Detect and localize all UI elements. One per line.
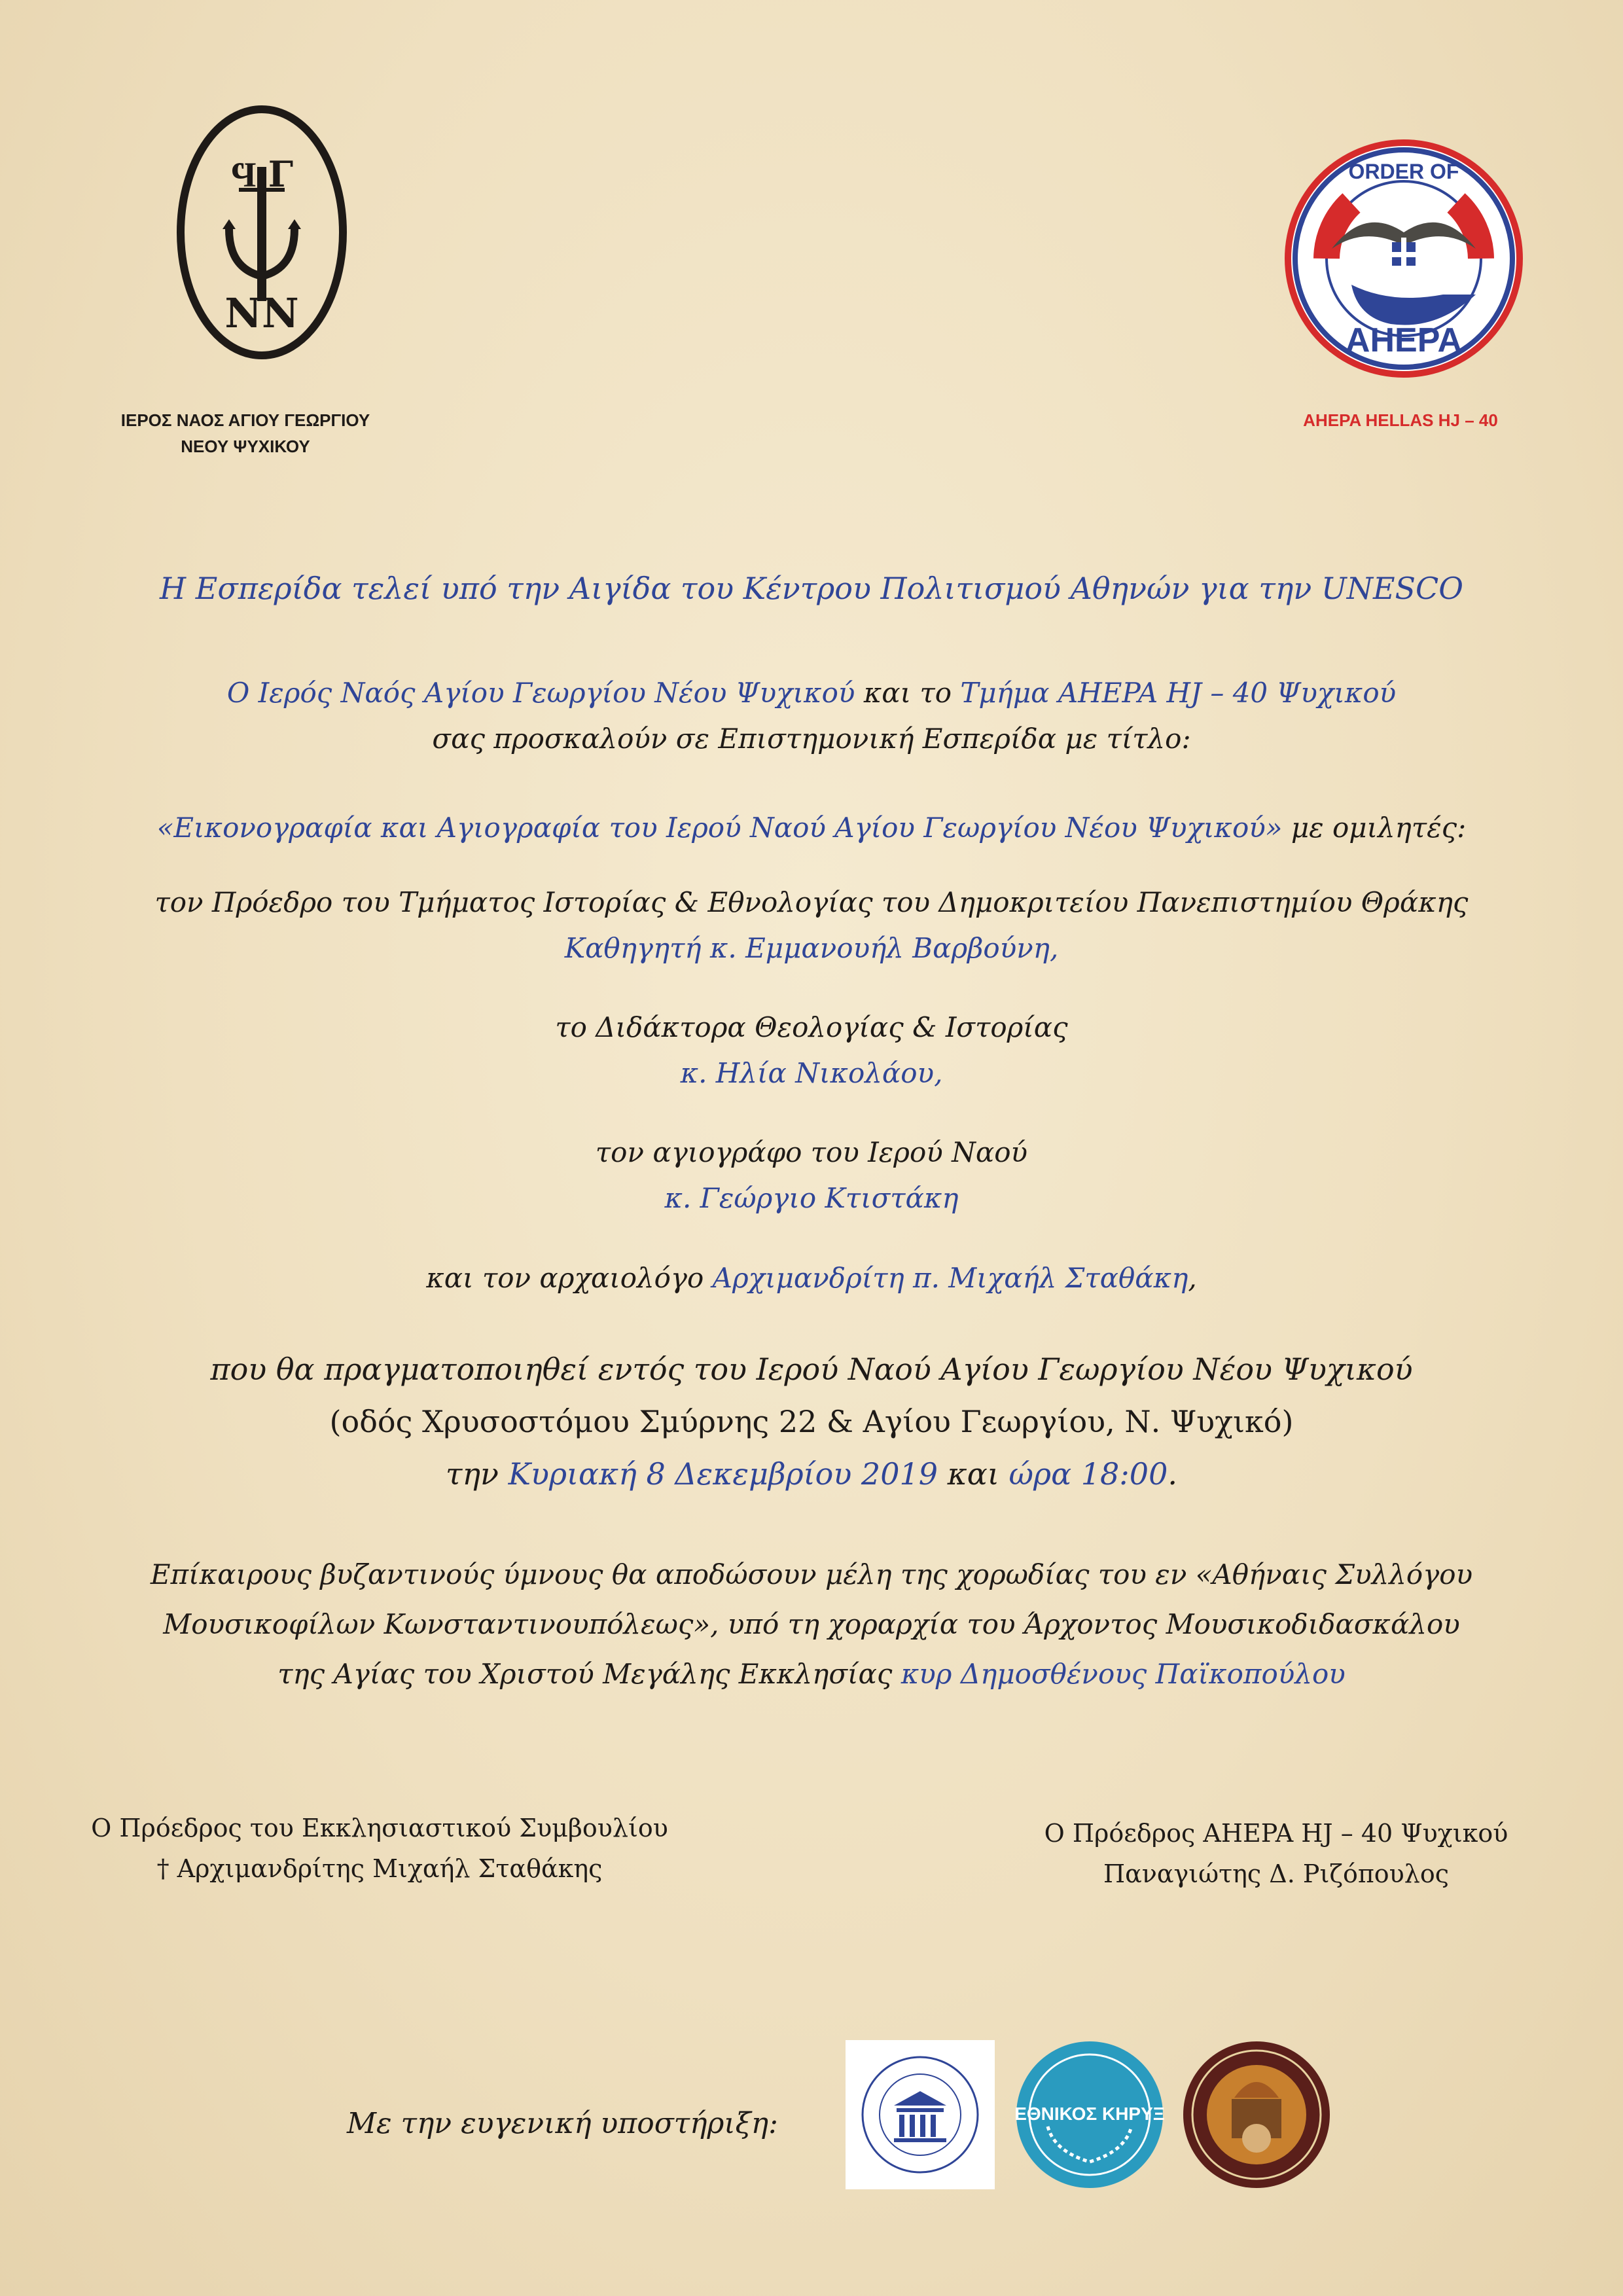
choir-line-2: Μουσικοφίλων Κωνσταντινουπόλεως», υπό τη χοραρχία του Άρχοντος Μουσικοδιδασκάλου bbox=[163, 1608, 1460, 1640]
ahepa-logo-top-text: ORDER OF bbox=[1348, 160, 1459, 183]
event-title: «Εικονογραφία και Αγιογραφία του Ιερού Ναού Αγίου Γεωργίου Νέου Ψυχικού» bbox=[156, 812, 1283, 844]
venue-date-conj: και bbox=[938, 1456, 1009, 1492]
church-caption-line-1: ΙΕΡΟΣ ΝΑΟΣ ΑΓΙΟΥ ΓΕΩΡΓΙΟΥ bbox=[120, 410, 370, 430]
choir-line-1: Επίκαιρους βυζαντινούς ύμνους θα αποδώσουν μέλη της χορωδίας του εν «Αθήναις Συλλόγου bbox=[150, 1558, 1473, 1590]
event-time: ώρα 18:00 bbox=[1008, 1456, 1168, 1492]
speaker-3-role: τον αγιογράφο του Ιερού Ναού bbox=[595, 1136, 1028, 1168]
ahepa-logo-bottom-text: AHEPA bbox=[1345, 321, 1463, 359]
signature-left-name: † Αρχιμανδρίτης Μιχαήλ Σταθάκης bbox=[156, 1854, 603, 1883]
ethnikos-kiryx-text: ΕΘΝΙΚΟΣ ΚΗΡΥΞ bbox=[1015, 2104, 1164, 2124]
church-logo-bottom-letters: ΝΝ bbox=[224, 289, 299, 337]
speaker-3-name: κ. Γεώργιο Κτιστάκη bbox=[664, 1182, 959, 1214]
event-title-suffix: με ομιλητές: bbox=[1282, 812, 1467, 844]
unesco-patronage-line: Η Εσπερίδα τελεί υπό την Αιγίδα του Κέντρου Πολιτισμού Αθηνών για την UNESCO bbox=[160, 571, 1463, 606]
speaker-4-name: Αρχιμανδρίτη π. Μιχαήλ Σταθάκη bbox=[712, 1262, 1188, 1294]
choir-line-3-text: της Αγίας του Χριστού Μεγάλης Εκκλησίας bbox=[277, 1658, 901, 1690]
speaker-2-role: το Διδάκτορα Θεολογίας & Ιστορίας bbox=[555, 1011, 1068, 1043]
unesco-center-logo bbox=[846, 2040, 995, 2189]
ahepa-logo bbox=[1279, 134, 1528, 383]
church-caption-line-2: ΝΕΟΥ ΨΥΧΙΚΟΥ bbox=[181, 437, 310, 456]
speaker-4-prefix: και τον αρχαιολόγο bbox=[426, 1262, 713, 1294]
event-date: Κυριακή 8 Δεκεμβρίου 2019 bbox=[508, 1456, 938, 1492]
venue-datetime bbox=[0, 1448, 1623, 1500]
speaker-1 bbox=[0, 880, 1623, 971]
speaker-1-role: τον Πρόεδρο του Τμήματος Ιστορίας & Εθνολογίας του Δημοκριτείου Πανεπιστημίου Θράκης bbox=[154, 886, 1469, 918]
speaker-4-suffix: , bbox=[1188, 1262, 1197, 1294]
speaker-4 bbox=[0, 1255, 1623, 1301]
ahepa-caption: AHEPA HELLAS HJ – 40 bbox=[1303, 410, 1498, 430]
signature-right-title: Ο Πρόεδρος AHEPA HJ – 40 Ψυχικού bbox=[1044, 1819, 1508, 1848]
speaker-2 bbox=[0, 1005, 1623, 1096]
venue-date-prefix: την bbox=[446, 1456, 508, 1492]
signature-left bbox=[59, 1808, 700, 1889]
signature-left-title: Ο Πρόεδρος του Εκκλησιαστικού Συμβουλίου bbox=[91, 1814, 668, 1842]
speaker-2-name: κ. Ηλία Νικολάου, bbox=[680, 1057, 943, 1089]
musicophiles-association-logo bbox=[1182, 2040, 1331, 2189]
signature-right-name: Παναγιώτης Δ. Ριζόπουλος bbox=[1103, 1859, 1450, 1888]
invitation-block bbox=[0, 670, 1623, 762]
venue-date-end: . bbox=[1168, 1456, 1177, 1492]
invitation-organizers bbox=[0, 670, 1623, 716]
organizer-conjunction: και το bbox=[855, 677, 961, 709]
sponsors-label: Με την ευγενική υποστήριξη: bbox=[347, 2107, 778, 2140]
speaker-3 bbox=[0, 1130, 1623, 1221]
organizer-church: Ο Ιερός Ναός Αγίου Γεωργίου Νέου Ψυχικού bbox=[226, 677, 855, 709]
ethnikos-kiryx-logo bbox=[1015, 2040, 1164, 2189]
choir-line-3 bbox=[0, 1649, 1623, 1699]
signature-right bbox=[982, 1813, 1571, 1894]
church-logo bbox=[177, 105, 347, 360]
church-caption bbox=[98, 407, 393, 459]
speaker-1-name: Καθηγητή κ. Εμμανουήλ Βαρβούνη, bbox=[564, 932, 1059, 964]
choir-block bbox=[0, 1550, 1623, 1699]
event-title-line bbox=[0, 805, 1623, 851]
venue-block bbox=[0, 1343, 1623, 1500]
invitation-line-2: σας προσκαλούν σε Επιστημονική Εσπερίδα με τίτλο: bbox=[432, 723, 1191, 755]
venue-line-1: που θα πραγματοποιηθεί εντός του Ιερού Ναού Αγίου Γεωργίου Νέου Ψυχικού bbox=[210, 1352, 1413, 1387]
church-logo-top-letters: Ϥ Γ bbox=[230, 153, 294, 195]
venue-address: (οδός Χρυσοστόμου Σμύρνης 22 & Αγίου Γεωργίου, Ν. Ψυχικό) bbox=[329, 1404, 1294, 1439]
choir-master-name: κυρ Δημοσθένους Παϊκοπούλου bbox=[901, 1658, 1346, 1690]
organizer-ahepa: Τμήμα AHEPA HJ – 40 Ψυχικού bbox=[960, 677, 1397, 709]
